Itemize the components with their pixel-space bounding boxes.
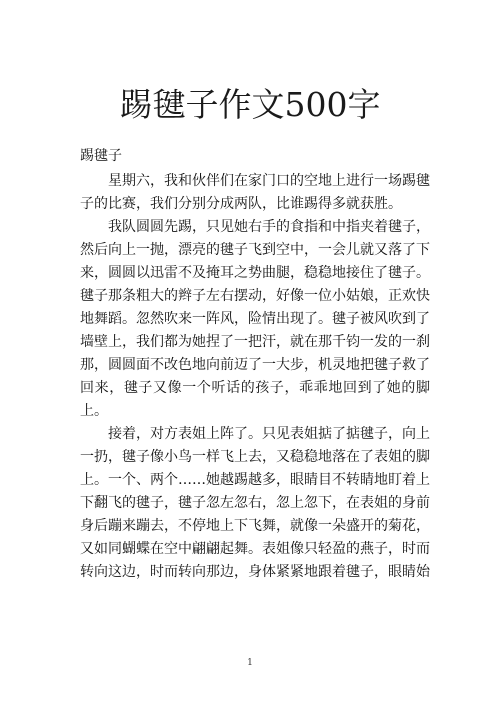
document-body bbox=[80, 170, 430, 584]
document-subtitle: 踢毽子 bbox=[80, 148, 122, 164]
paragraph-2: 我队圆圆先踢，只见她右手的食指和中指夹着毽子，然后向上一抛，漂亮的毽子飞到空中，一会儿就又落了下来，圆圆以迅雷不及掩耳之势曲腿，稳稳地接住了毽子。毽子那条粗大的辫子左右摆动，好像一位小姑娘，正欢快地舞蹈。忽然吹来一阵风，险情出现了。毽子被风吹到了墙壁上，我们都为她捏了一把汗，就在那千钧一发的一刹那，圆圆面不改色地向前迈了一大步，机灵地把毽子救了回来，毽子又像一个听话的孩子，乖乖地回到了她的脚上。 bbox=[80, 219, 430, 419]
paragraph-3: 接着，对方表姐上阵了。只见表姐掂了掂毽子，向上一扔，毽子像小鸟一样飞上去，又稳稳地落在了表姐的脚上。一个、两个……她越踢越多，眼睛目不转睛地盯着上下翻飞的毽子，毽子忽左忽右，忽上忽下，在表姐的身前身后蹦来蹦去，不停地上下飞舞，就像一朵盛开的菊花，又如同蝴蝶在空中翩翩起舞。表姐像只轻盈的燕子，时而转向这边，时而转向那边，身体紧紧地跟着毽子，眼睛始 bbox=[80, 426, 430, 580]
document-title: 踢毽子作文500字 bbox=[119, 85, 381, 124]
page-number: 1 bbox=[247, 658, 253, 668]
paragraph-1: 星期六，我和伙伴们在家门口的空地上进行一场踢毽子的比赛，我们分别分成两队，比谁踢得多就获胜。 bbox=[80, 173, 430, 212]
